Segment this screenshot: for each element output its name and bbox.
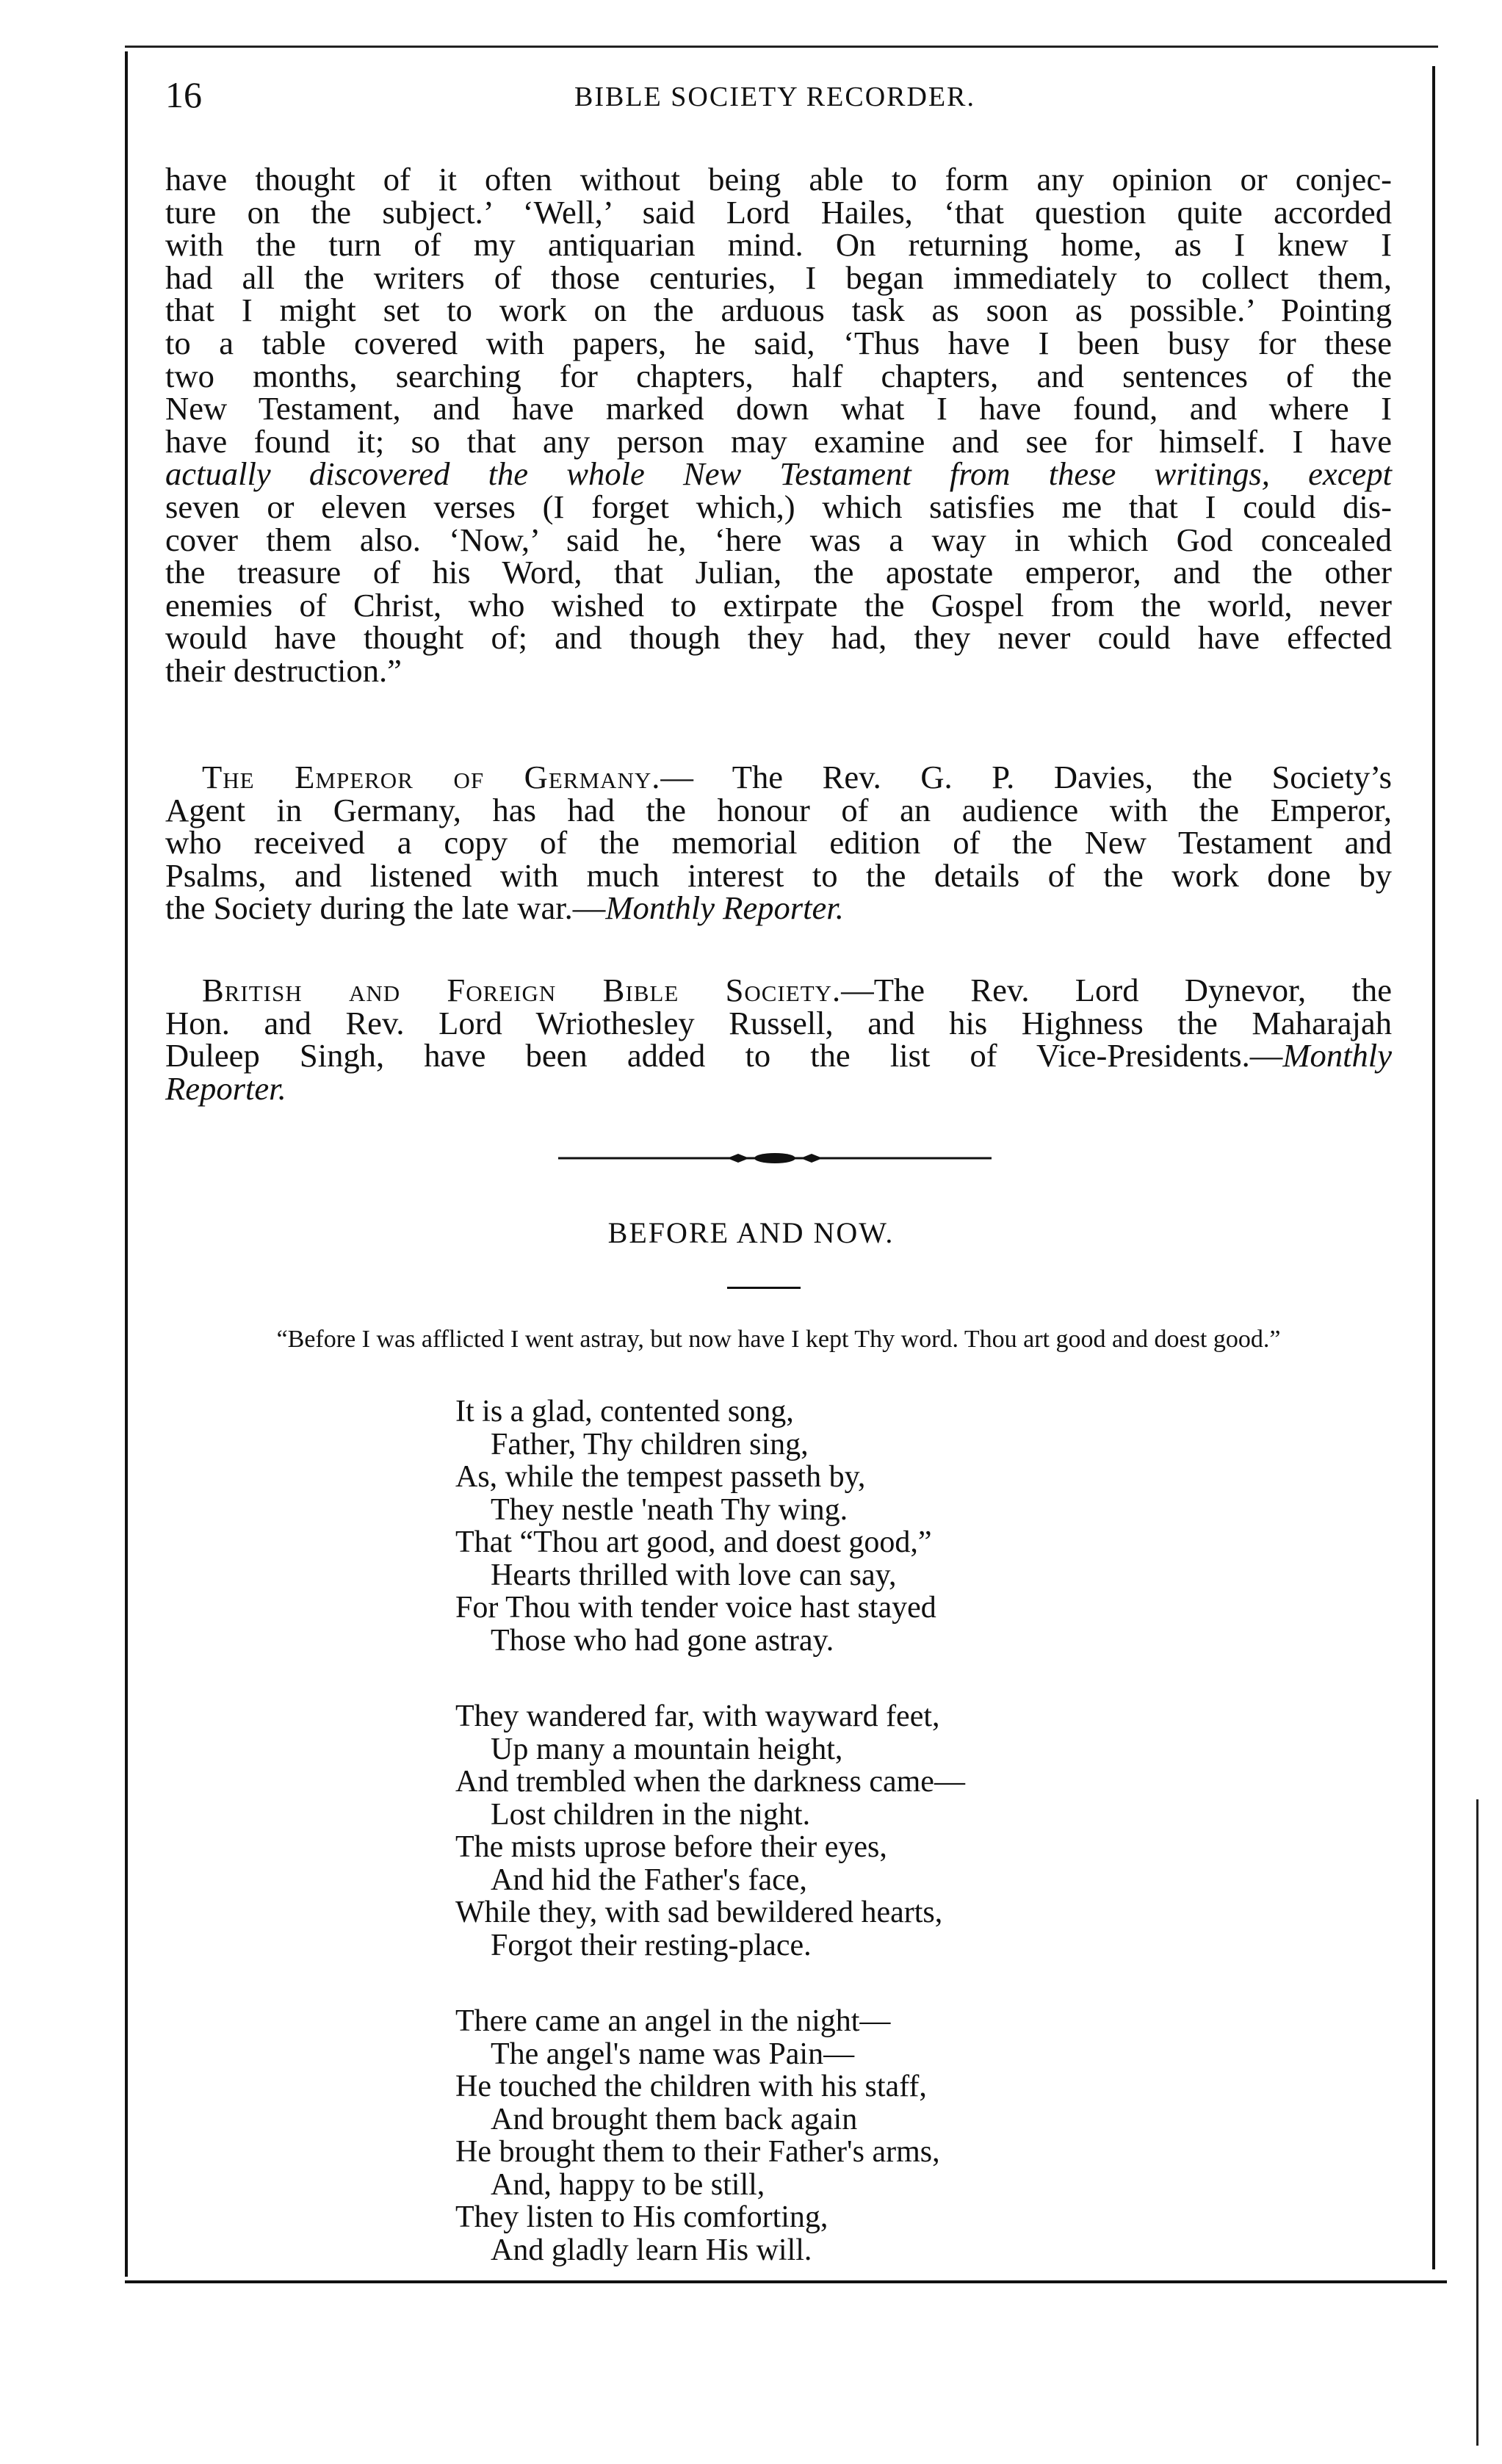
text-line: seven or eleven verses (I forget which,) which satisfies me that I could dis- (165, 488, 1392, 525)
text-line: New Testament, and have marked down what I have found, and where I (165, 390, 1392, 427)
page-frame-bottom-rule (125, 2280, 1447, 2283)
text-line: that I might set to work on the arduous task as soon as possible.’ Pointing (165, 292, 1392, 329)
poem-line: As, while the tempest passeth by, (455, 1460, 866, 1494)
paragraph-heading: The Emperor of Germany. (202, 759, 661, 795)
source-citation: Reporter. (165, 1069, 286, 1107)
source-citation: Monthly (1282, 1037, 1392, 1074)
text-line: British and Foreign Bible Society.—The Rev. Lord Dynevor, the (202, 972, 1392, 1008)
ornamental-rule (558, 1147, 992, 1169)
text-line: the Society during the late war.—Monthly Reporter. (165, 889, 844, 927)
poem-line: The angel's name was Pain— (491, 2037, 855, 2071)
page-frame-left-rule (125, 51, 128, 2277)
title-rule (727, 1287, 801, 1289)
poem-line: And brought them back again (491, 2102, 858, 2136)
text-line: two months, searching for chapters, half chapters, and sentences of the (165, 357, 1392, 394)
poem-line: Forgot their resting-place. (491, 1928, 812, 1962)
poem-line: For Thou with tender voice hast stayed (455, 1591, 936, 1625)
text-line: would have thought of; and though they had, they never could have effected (165, 619, 1392, 657)
page-header (165, 73, 1384, 132)
source-citation: Monthly Reporter. (605, 889, 844, 927)
text-line: to a table covered with papers, he said, ‘Thus have I been busy for these (165, 324, 1392, 361)
poem-line: And, happy to be still, (491, 2167, 765, 2202)
page-margin-rule (1476, 1799, 1478, 2446)
running-head: BIBLE SOCIETY RECORDER. (574, 82, 975, 112)
poem-line: The mists uprose before their eyes, (455, 1830, 887, 1864)
poem-stanza-1 (455, 1395, 1116, 1657)
text-line: with the turn of my antiquarian mind. On returning home, as I knew I (165, 226, 1392, 264)
paragraph-heading: British and Foreign Bible Society. (202, 972, 842, 1008)
poem-line: Father, Thy children sing, (491, 1427, 809, 1462)
text-line: had all the writers of those centuries, I began immediately to collect them, (165, 259, 1392, 296)
poem-line: He brought them to their Father's arms, (455, 2135, 940, 2169)
page-number: 16 (165, 74, 202, 115)
text-line: have thought of it often without being able to form any opinion or conjec- (165, 161, 1392, 198)
poem-stanza-3 (455, 2005, 1116, 2266)
paragraph-lord-hailes (165, 163, 1392, 687)
poem-line: There came an angel in the night— (455, 2004, 891, 2038)
poem-line: That “Thou art good, and doest good,” (455, 1525, 932, 1559)
text-line: enemies of Christ, who wished to extirpate the Gospel from the world, never (165, 586, 1392, 624)
poem-epigraph: “Before I was afflicted I went astray, but now have I kept Thy word. Thou art good and doest good.” (276, 1326, 1281, 1353)
text-line: Duleep Singh, have been added to the list of Vice-Presidents.—Monthly (165, 1037, 1392, 1074)
poem-line: He touched the children with his staff, (455, 2070, 927, 2103)
text-line: their destruction.” (165, 651, 402, 689)
text-line: cover them also. ‘Now,’ said he, ‘here was a way in which God concealed (165, 521, 1392, 558)
text-line: Agent in Germany, has had the honour of an audience with the Emperor, (165, 791, 1392, 828)
poem-line: It is a glad, contented song, (455, 1395, 794, 1428)
text-line: The Emperor of Germany.— The Rev. G. P. Davies, the Society’s (202, 759, 1392, 795)
page-frame-right-rule (1432, 66, 1435, 2269)
poem-line: Up many a mountain height, (491, 1732, 843, 1766)
text-line: who received a copy of the memorial edition of the New Testament and (165, 824, 1392, 861)
poem-line: While they, with sad bewildered hearts, (455, 1896, 943, 1929)
poem-line: Hearts thrilled with love can say, (491, 1558, 897, 1592)
poem-line: They wandered far, with wayward feet, (455, 1699, 940, 1733)
paragraph-bible-society (165, 974, 1392, 1105)
text-line: Psalms, and listened with much interest to the details of the work done by (165, 856, 1392, 894)
poem-line: They listen to His comforting, (455, 2200, 828, 2234)
poem-line: And trembled when the darkness came— (455, 1765, 965, 1799)
text-line: Hon. and Rev. Lord Wriothesley Russell, and his Highness the Maharajah (165, 1004, 1392, 1041)
text-line: ture on the subject.’ ‘Well,’ said Lord Hailes, ‘that question quite accorded (165, 193, 1392, 231)
poem-title: BEFORE AND NOW. (607, 1216, 895, 1249)
text-line: the treasure of his Word, that Julian, the apostate emperor, and the other (165, 554, 1392, 591)
poem-line: And hid the Father's face, (491, 1863, 807, 1897)
poem-stanza-2 (455, 1700, 1116, 1962)
poem-line: Those who had gone astray. (491, 1623, 834, 1658)
text-line: actually discovered the whole New Testament from these writings, except (165, 455, 1392, 493)
text-line: have found it; so that any person may examine and see for himself. I have (165, 422, 1392, 460)
poem-line: Lost children in the night. (491, 1797, 811, 1832)
paragraph-emperor-of-germany (165, 761, 1392, 925)
poem-line: And gladly learn His will. (491, 2233, 812, 2267)
poem-line: They nestle 'neath Thy wing. (491, 1492, 848, 1527)
page-frame-top-rule (125, 46, 1438, 48)
